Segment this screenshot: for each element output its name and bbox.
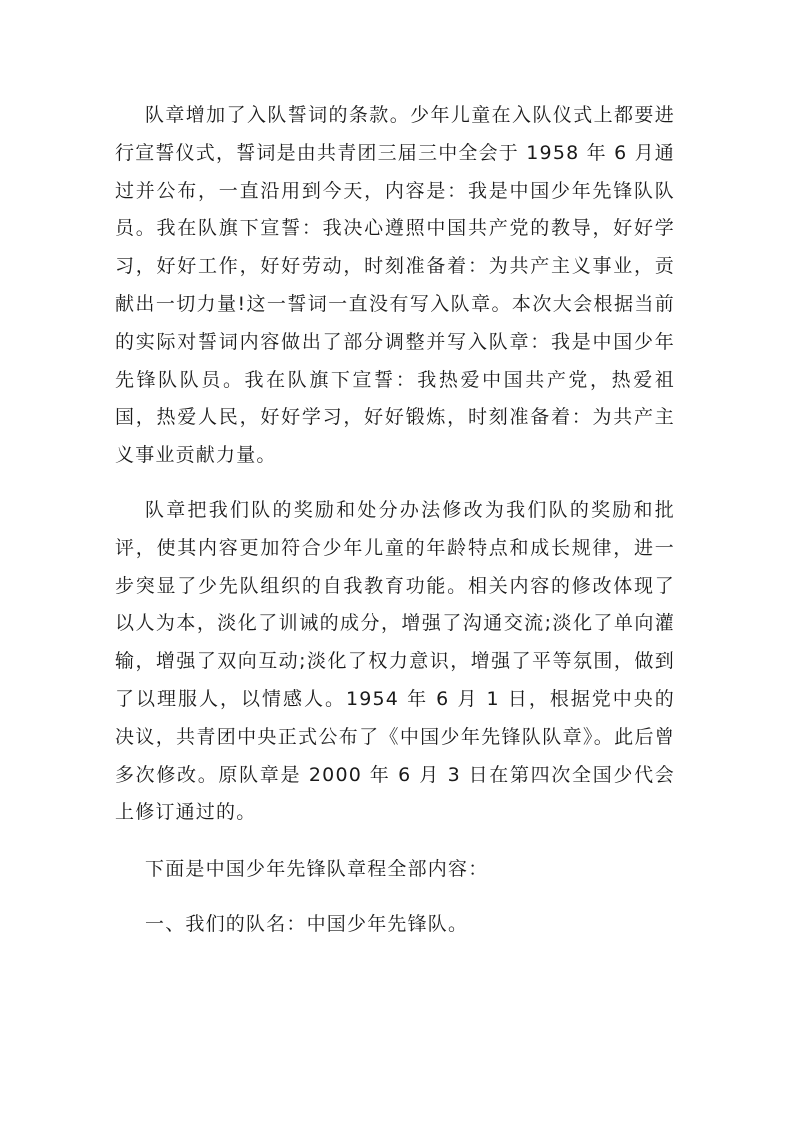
paragraph-charter-intro: 下面是中国少年先锋队章程全部内容： xyxy=(145,858,489,881)
paragraph-rewards-criticism: 队章把我们队的奖励和处分办法修改为我们队的奖励和批评，使其内容更加符合少年儿童的年龄特点和成长规律，进一步突显了少先队组织的自我教育功能。相关内容的修改体现了以人为本，淡化了训诫的成分，增强了沟通交流;淡化了单向灌输，增强了双向互动;淡化了权力意识，增强了平等氛围，做到了以理服人，以情感人。1954 年 6 月 1 日，根据党中央的决议，共青团中央正式公布了《中国少年先锋队队章》。此后曾多次修改。原队章是 2000 年 6 月 3 日在第四次全国少代会上修订通过的。 xyxy=(115,498,675,824)
document-body xyxy=(115,97,675,944)
paragraph-oath: 队章增加了入队誓词的条款。少年儿童在入队仪式上都要进行宣誓仪式，誓词是由共青团三届三中全会于 1958 年 6 月通过并公布，一直沿用到今天，内容是：我是中国少年先锋队队员。我在队旗下宣誓：我决心遵照中国共产党的教导，好好学习，好好工作，好好劳动，时刻准备着：为共产主义事业，贡献出一切力量!这一誓词一直没有写入队章。本次大会根据当前的实际对誓词内容做出了部分调整并写入队章：我是中国少年先锋队队员。我在队旗下宣誓：我热爱中国共产党，热爱祖国，热爱人民，好好学习，好好锻炼，时刻准备着：为共产主义事业贡献力量。 xyxy=(115,104,676,467)
paragraph-team-name: 一、我们的队名：中国少年先锋队。 xyxy=(145,912,469,935)
